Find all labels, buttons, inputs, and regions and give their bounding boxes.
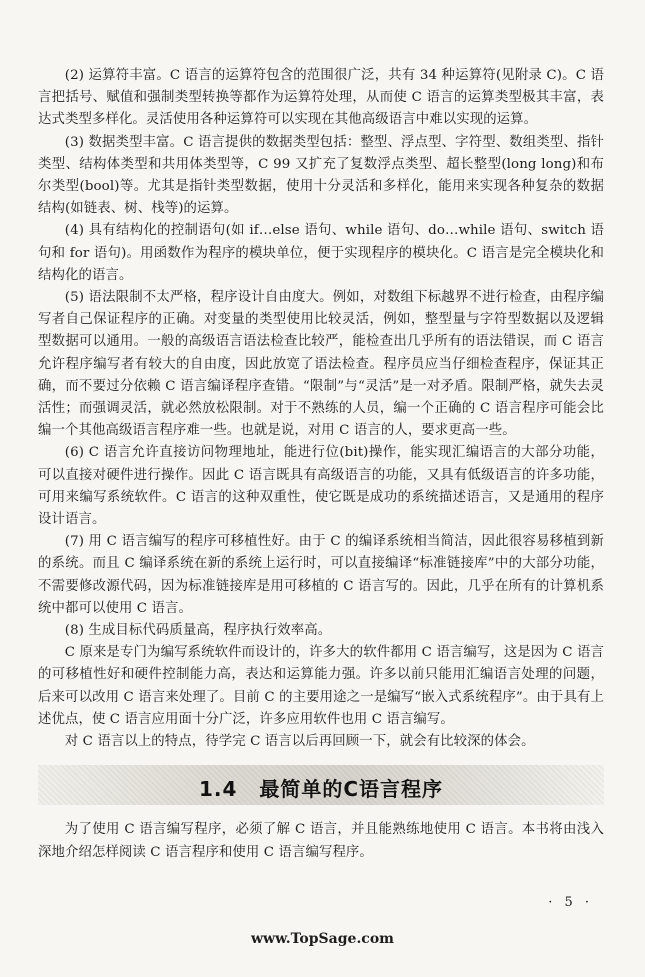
- paragraph-system-software: C 原来是专门为编写系统软件而设计的，许多大的软件都用 C 语言编写，这是因为 C 语言的可移植性好和硬件控制能力高，表达和运算能力强。许多以前只能用汇编语言处理的问题，后来可以改用 C 语言来处理了。目前 C 的主要用途之一是编写“嵌入式系统程序”。由于具有上述优点，使 C 语言应用面十分广泛，许多应用软件也用 C 语言编写。: [38, 645, 604, 727]
- section-number: 1.4: [198, 777, 238, 802]
- section-title: 最简单的C语言程序: [259, 777, 444, 802]
- paragraph-control-statements: (4) 具有结构化的控制语句(如 if…else 语句、while 语句、do…while 语句、switch 语句和 for 语句)。用函数作为程序的模块单位，便于实现程序的模块化。C 语言是完全模块化和结构化的语言。: [38, 223, 604, 283]
- section-heading-band: [38, 765, 604, 805]
- footer-url: www.TopSage.com: [251, 931, 394, 947]
- paragraph-portability: (7) 用 C 语言编写的程序可移植性好。由于 C 的编译系统相当简洁，因此很容易移植到新的系统。而且 C 编译系统在新的系统上运行时，可以直接编译“标准链接库”中的大部分功能，不需要修改源代码，因为标准链接库是用可移植的 C 语言写的。因此，几乎在所有的计算机系统中都可以使用 C 语言。: [38, 534, 604, 616]
- section-heading: [38, 773, 604, 802]
- paragraph-section-intro: 为了使用 C 语言编写程序，必须了解 C 语言，并且能熟练地使用 C 语言。本书将由浅入深地介绍怎样阅读 C 语言程序和使用 C 语言编写程序。: [38, 822, 604, 860]
- paragraph-review-note: 对 C 语言以上的特点，待学完 C 语言以后再回顾一下，就会有比较深的体会。: [64, 734, 535, 750]
- page-number: · 5 ·: [548, 895, 593, 910]
- paragraph-syntax-freedom: (5) 语法限制不太严格，程序设计自由度大。例如，对数组下标越界不进行检查，由程序编写者自己保证程序的正确。对变量的类型使用比较灵活，例如，整型量与字符型数据以及逻辑型数据可以通用。一般的高级语言语法检查比较严，能检查出几乎所有的语法错误，而 C 语言允许程序编写者有较大的自由度，因此放宽了语法检查。程序员应当仔细检查程序，保证其正确，而不要过分依赖 C 语言编译程序查错。“限制”与“灵活”是一对矛盾。限制严格，就失去灵活性；而强调灵活，就必然放松限制。对于不熟练的人员，编一个正确的 C 语言程序可能会比编一个其他高级语言程序难一些。也就是说，对用 C 语言的人，要求更高一些。: [38, 290, 604, 439]
- paragraph-code-quality: (8) 生成目标代码质量高，程序执行效率高。: [64, 623, 332, 639]
- paragraph-data-types: (3) 数据类型丰富。C 语言提供的数据类型包括：整型、浮点型、字符型、数组类型、指针类型、结构体类型和共用体类型等，C 99 又扩充了复数浮点类型、超长整型(long long)和布尔类型(bool)等。尤其是指针类型数据，使用十分灵活和多样化，能用来实现各种复杂的数据结构(如链表、树、栈等)的运算。: [38, 134, 604, 217]
- page-body: [38, 65, 604, 864]
- paragraph-operators: (2) 运算符丰富。C 语言的运算符包含的范围很广泛，共有 34 种运算符(见附录 C)。C 语言把括号、赋值和强制类型转换等都作为运算符处理，从而使 C 语言的运算类型极其丰富，表达式类型多样化。灵活使用各种运算符可以实现在其他高级语言中难以实现的运算。: [38, 68, 604, 128]
- paragraph-physical-address: (6) C 语言允许直接访问物理地址，能进行位(bit)操作，能实现汇编语言的大部分功能，可以直接对硬件进行操作。因此 C 语言既具有高级语言的功能，又具有低级语言的许多功能，可用来编写系统软件。C 语言的这种双重性，使它既是成功的系统描述语言，又是通用的程序设计语言。: [38, 445, 604, 528]
